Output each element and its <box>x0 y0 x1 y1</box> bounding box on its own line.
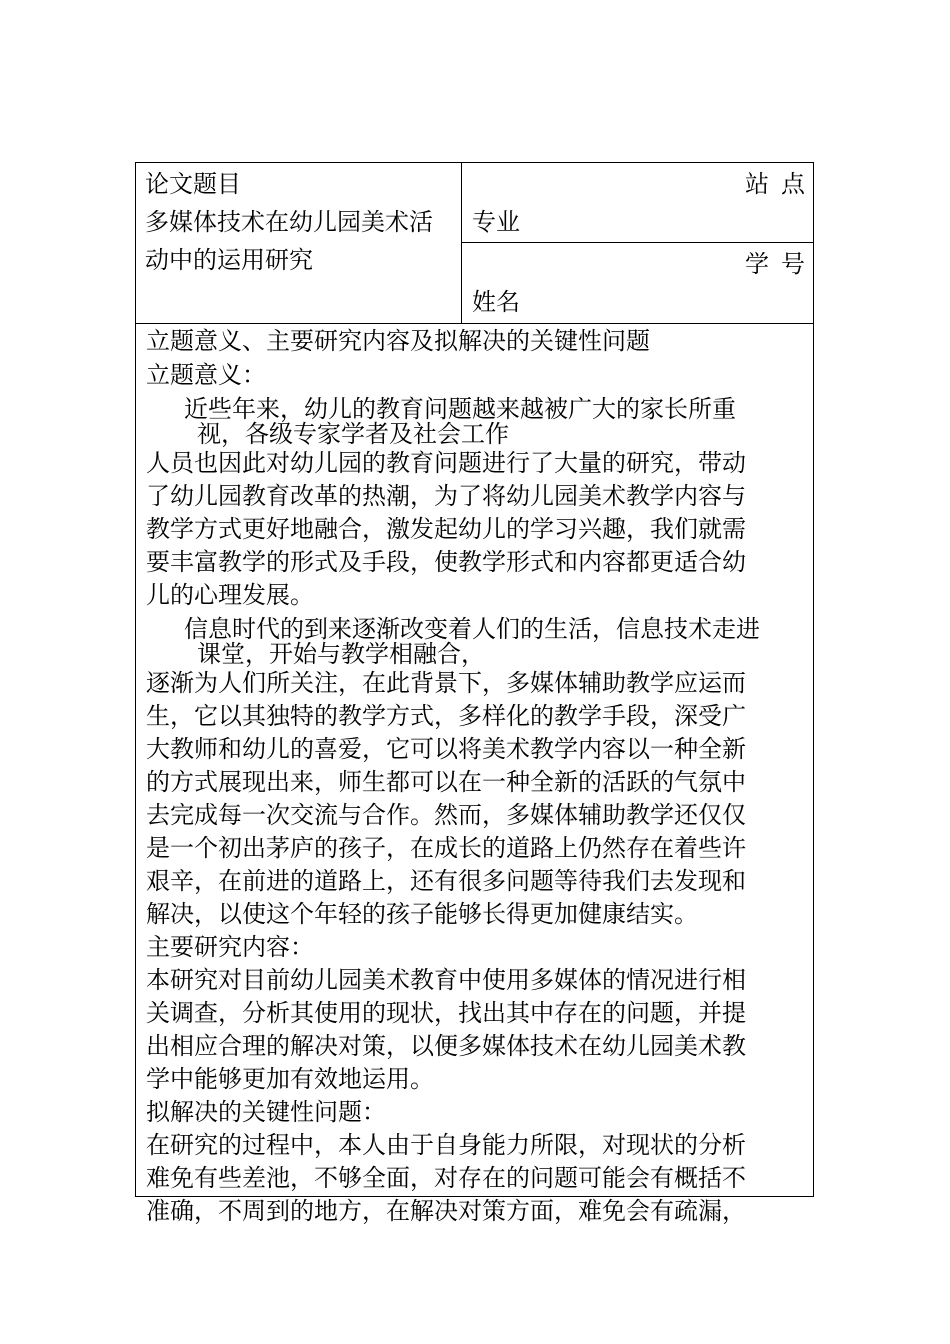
paragraph-1-lines <box>146 447 805 612</box>
paragraph-2-lines <box>146 667 805 931</box>
name-label: 姓名 <box>472 288 520 316</box>
key-problem-heading: 拟解决的关键性问题： <box>146 1098 386 1126</box>
paragraph-line: 准确，不周到的地方，在解决对策方面，难免会有疏漏， <box>146 1197 746 1225</box>
paragraph-2-first-line: 信息时代的到来逐渐改变着人们的生活，信息技术走进 <box>184 615 760 643</box>
paragraph-line: 关调查，分析其使用的现状，找出其中存在的问题，并提 <box>146 999 746 1027</box>
major-label: 专业 <box>472 208 520 236</box>
header-row <box>136 163 817 324</box>
key-problem-lines <box>146 1129 805 1228</box>
paragraph-line: 人员也因此对幼儿园的教育问题进行了大量的研究，带动 <box>146 449 746 477</box>
student-id-label: 学号 <box>745 250 817 278</box>
title-line-1: 多媒体技术在幼儿园美术活 <box>145 208 433 236</box>
significance-heading: 立题意义： <box>146 361 266 389</box>
station-major-cell <box>462 163 817 243</box>
content-heading: 主要研究内容： <box>146 933 314 961</box>
paragraph-line: 出相应合理的解决对策，以便多媒体技术在幼儿园美术教 <box>146 1032 746 1060</box>
paragraph-line: 了幼儿园教育改革的热潮，为了将幼儿园美术教学内容与 <box>146 482 746 510</box>
paragraph-2-second-line: 课堂，开始与教学相融合， <box>197 640 485 668</box>
id-name-cell <box>462 243 817 323</box>
proposal-form <box>135 162 817 1225</box>
paragraph-line: 逐渐为人们所关注，在此背景下，多媒体辅助教学应运而 <box>146 669 746 697</box>
paragraph-line: 艰辛，在前进的道路上，还有很多问题等待我们去发现和 <box>146 867 746 895</box>
paragraph-line: 生，它以其独特的教学方式，多样化的教学手段，深受广 <box>146 702 746 730</box>
paragraph-line: 是一个初出茅庐的孩子，在成长的道路上仍然存在着些许 <box>146 834 746 862</box>
body-cell <box>136 325 813 1225</box>
paragraph-1-second-line: 视，各级专家学者及社会工作 <box>197 420 509 448</box>
paragraph-1-first-line: 近些年来，幼儿的教育问题越来越被广大的家长所重 <box>184 395 736 423</box>
paragraph-line: 教学方式更好地融合，激发起幼儿的学习兴趣，我们就需 <box>146 515 746 543</box>
section-title: 立题意义、主要研究内容及拟解决的关键性问题 <box>146 327 650 355</box>
paragraph-line: 学中能够更加有效地运用。 <box>146 1065 434 1093</box>
paragraph-line: 本研究对目前幼儿园美术教育中使用多媒体的情况进行相 <box>146 966 746 994</box>
paragraph-line: 的方式展现出来，师生都可以在一种全新的活跃的气氛中 <box>146 768 746 796</box>
title-line-2: 动中的运用研究 <box>145 246 313 274</box>
paragraph-line: 儿的心理发展。 <box>146 581 314 609</box>
paragraph-line: 要丰富教学的形式及手段，使教学形式和内容都更适合幼 <box>146 548 746 576</box>
meta-column <box>462 163 817 323</box>
title-label: 论文题目 <box>145 170 241 198</box>
paragraph-line: 解决，以使这个年轻的孩子能够长得更加健康结实。 <box>146 900 698 928</box>
paragraph-line: 大教师和幼儿的喜爱，它可以将美术教学内容以一种全新 <box>146 735 746 763</box>
paragraph-line: 在研究的过程中，本人由于自身能力所限，对现状的分析 <box>146 1131 746 1159</box>
paragraph-line: 难免有些差池，不够全面，对存在的问题可能会有概括不 <box>146 1164 746 1192</box>
paragraph-line: 去完成每一次交流与合作。然而，多媒体辅助教学还仅仅 <box>146 801 746 829</box>
title-cell <box>136 163 462 323</box>
station-label: 站点 <box>745 170 817 198</box>
content-lines <box>146 964 805 1096</box>
